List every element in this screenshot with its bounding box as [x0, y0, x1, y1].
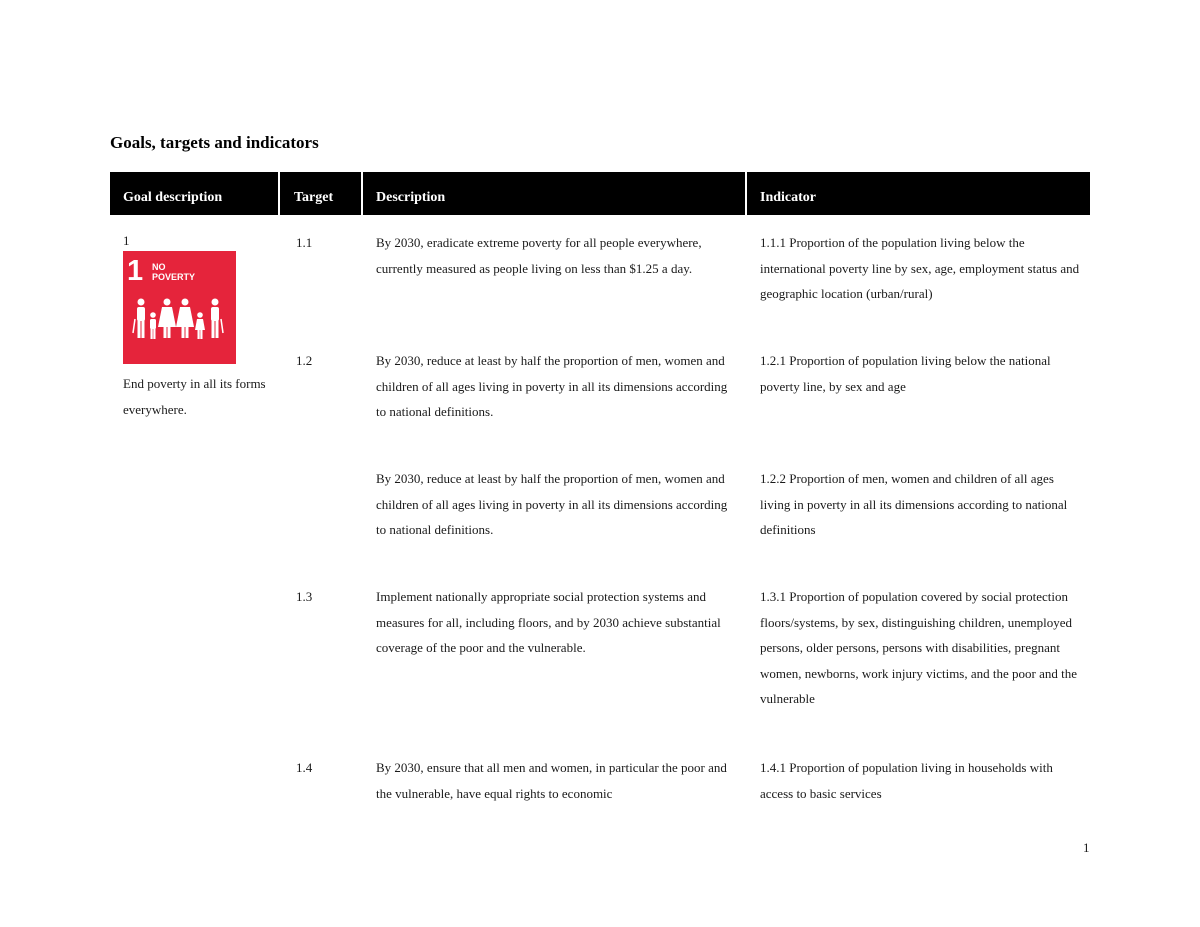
row-target: 1.3 [296, 589, 313, 604]
row-description: By 2030, reduce at least by half the proportion of men, women and children of all ages living in poverty in all its dimensions according to national definitions. [376, 471, 728, 537]
row-indicator: 1.3.1 Proportion of population covered by social protection floors/systems, by sex, distinguishing children, unemployed persons, older persons, persons with disabilities, pregnant women, newborns, work injury victims, and the poor and the vulnerable [760, 589, 1077, 706]
row-target: 1.1 [296, 235, 313, 250]
row-indicator: 1.2.1 Proportion of population living below the national poverty line, by sex and age [760, 353, 1051, 394]
row-indicator: 1.2.2 Proportion of men, women and children of all ages living in poverty in all its dimensions according to national definitions [760, 471, 1068, 537]
header-divider [745, 172, 747, 215]
family-figures-icon [131, 297, 228, 343]
header-divider [361, 172, 363, 215]
page-number: 1 [1083, 840, 1090, 855]
row-description: By 2030, ensure that all men and women, in particular the poor and the vulnerable, have equal rights to economic [376, 760, 727, 801]
header-goal-description: Goal description [123, 190, 223, 205]
header-target: Target [294, 190, 334, 205]
row-description: By 2030, eradicate extreme poverty for all people everywhere, currently measured as people living on less than $1.25 a day. [376, 235, 702, 276]
row-indicator: 1.4.1 Proportion of population living in households with access to basic services [760, 760, 1053, 801]
header-description: Description [376, 190, 446, 205]
goal-description: End poverty in all its forms everywhere. [123, 376, 266, 417]
row-indicator: 1.1.1 Proportion of the population living below the international poverty line by sex, age, employment status and geographic location (urban/rural) [760, 235, 1080, 301]
table-header [110, 172, 1090, 215]
row-target: 1.2 [296, 353, 313, 368]
header-indicator: Indicator [760, 190, 816, 205]
tile-number: 1 [127, 255, 144, 287]
header-divider [278, 172, 280, 215]
page-title: Goals, targets and indicators [110, 133, 319, 152]
row-description: Implement nationally appropriate social protection systems and measures for all, including floors, and by 2030 achieve substantial coverage of the poor and the vulnerable. [376, 589, 721, 655]
no-poverty-goal-icon [123, 251, 236, 364]
goal-number: 1 [123, 233, 130, 248]
row-target: 1.4 [296, 760, 313, 775]
row-description: By 2030, reduce at least by half the proportion of men, women and children of all ages living in poverty in all its dimensions according to national definitions. [376, 353, 728, 419]
tile-text: NO POVERTY [152, 262, 196, 282]
